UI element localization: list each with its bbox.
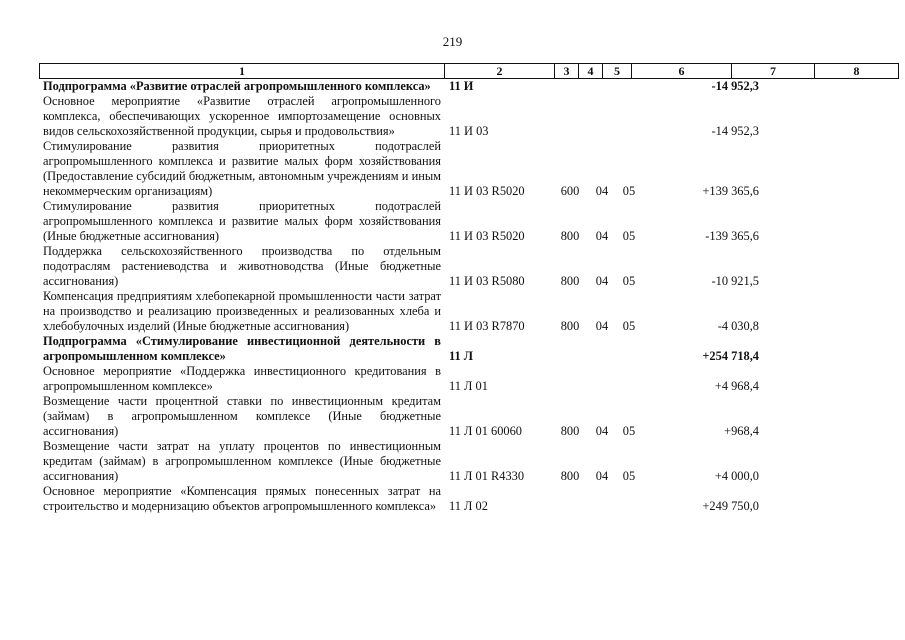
row-col4: 04 bbox=[595, 424, 609, 438]
row-amount: -10 921,5 bbox=[711, 274, 759, 288]
row-name: Поддержка сельскохозяйственного производства по отдельным подотраслям растениеводства и животноводства (Иные бюджетные ассигнования) bbox=[43, 244, 441, 288]
row-col3: 800 bbox=[560, 274, 580, 288]
column-header: 6 bbox=[632, 64, 732, 79]
row-name: Возмещение части затрат на уплату процентов по инвестиционным кредитам (займам) в агропромышленном комплексе (Иные бюджетные ассигнования) bbox=[43, 439, 441, 483]
column-header: 4 bbox=[579, 64, 603, 79]
row-col4: 04 bbox=[595, 469, 609, 483]
row-col3: 800 bbox=[560, 424, 580, 438]
row-name: Основное мероприятие «Развитие отраслей агропромышленного комплекса, обеспечивающих ускоренное импортозамещение основных видов сельскохозяйственной продукции, сырья и продовольствия» bbox=[43, 94, 441, 138]
row-col5: 05 bbox=[622, 424, 636, 438]
column-header: 5 bbox=[603, 64, 632, 79]
column-header-table bbox=[39, 63, 899, 79]
row-col5: 05 bbox=[622, 184, 636, 198]
row-col3: 800 bbox=[560, 469, 580, 483]
row-name: Компенсация предприятиям хлебопекарной промышленности части затрат на производство и реализацию произведенных и реализованных хлеба и хлебобулочных изделий (Иные бюджетные ассигнования) bbox=[43, 289, 441, 333]
row-col3: 600 bbox=[560, 184, 580, 198]
row-code: 11 Л 01 R4330 bbox=[449, 469, 525, 483]
row-code: 11 Л 01 60060 bbox=[449, 424, 522, 438]
subprogram-row bbox=[43, 79, 768, 94]
row-name: Стимулирование развития приоритетных подотраслей агропромышленного комплекса и развитие малых форм хозяйствования (Предоставление субсидий бюджетным, автономным учреждениям и иным некоммерческим организациям) bbox=[43, 139, 441, 198]
subprogram-row bbox=[43, 334, 768, 364]
row-col5: 05 bbox=[622, 274, 636, 288]
row-amount: +139 365,6 bbox=[702, 184, 759, 198]
row-code: 11 И 03 R5020 bbox=[449, 184, 525, 198]
row-name: Основное мероприятие «Компенсация прямых понесенных затрат на строительство и модернизацию объектов агропромышленного комплекса» bbox=[43, 484, 441, 513]
column-header: 7 bbox=[732, 64, 815, 79]
table-row bbox=[43, 199, 768, 244]
table-row bbox=[43, 364, 768, 394]
column-header: 3 bbox=[555, 64, 579, 79]
row-amount: +968,4 bbox=[724, 424, 759, 438]
row-code: 11 И bbox=[449, 79, 474, 93]
table-row bbox=[43, 484, 768, 514]
column-header-row bbox=[40, 64, 899, 79]
row-amount: +249 750,0 bbox=[702, 499, 759, 513]
row-name: Возмещение части процентной ставки по инвестиционным кредитам (займам) в агропромышленном комплексе (Иные бюджетные ассигнования) bbox=[43, 394, 441, 438]
row-name: Подпрограмма «Стимулирование инвестиционной деятельности в агропромышленном комплексе» bbox=[43, 334, 441, 363]
row-name: Подпрограмма «Развитие отраслей агропромышленного комплекса» bbox=[43, 79, 431, 93]
table-row bbox=[43, 439, 768, 484]
row-col3: 800 bbox=[560, 229, 580, 243]
row-col3: 800 bbox=[560, 319, 580, 333]
row-code: 11 И 03 R5020 bbox=[449, 229, 525, 243]
table-row bbox=[43, 394, 768, 439]
page-number: 219 bbox=[442, 34, 463, 49]
row-code: 11 И 03 R7870 bbox=[449, 319, 525, 333]
column-header: 8 bbox=[815, 64, 899, 79]
row-code: 11 Л 02 bbox=[449, 499, 488, 513]
row-name: Основное мероприятие «Поддержка инвестиционного кредитования в агропромышленном комплексе» bbox=[43, 364, 441, 393]
row-col4: 04 bbox=[595, 184, 609, 198]
column-header: 2 bbox=[445, 64, 555, 79]
row-col5: 05 bbox=[622, 319, 636, 333]
row-col4: 04 bbox=[595, 229, 609, 243]
row-amount: -14 952,3 bbox=[711, 124, 759, 138]
row-col5: 05 bbox=[622, 229, 636, 243]
table-row bbox=[43, 94, 768, 139]
row-amount: +4 968,4 bbox=[714, 379, 759, 393]
column-header: 1 bbox=[40, 64, 445, 79]
table-row bbox=[43, 289, 768, 334]
row-col5: 05 bbox=[622, 469, 636, 483]
row-code: 11 И 03 R5080 bbox=[449, 274, 525, 288]
row-name: Стимулирование развития приоритетных подотраслей агропромышленного комплекса и развитие малых форм хозяйствования (Иные бюджетные ассигнования) bbox=[43, 199, 441, 243]
row-code: 11 Л 01 bbox=[449, 379, 488, 393]
row-code: 11 Л bbox=[449, 349, 474, 363]
row-amount: +254 718,4 bbox=[702, 349, 759, 363]
row-col4: 04 bbox=[595, 319, 609, 333]
budget-rows bbox=[43, 79, 768, 514]
row-code: 11 И 03 bbox=[449, 124, 489, 138]
row-amount: -4 030,8 bbox=[717, 319, 759, 333]
row-amount: -14 952,3 bbox=[711, 79, 759, 93]
row-amount: -139 365,6 bbox=[705, 229, 759, 243]
table-row bbox=[43, 139, 768, 199]
table-row bbox=[43, 244, 768, 289]
row-col4: 04 bbox=[595, 274, 609, 288]
row-amount: +4 000,0 bbox=[714, 469, 759, 483]
